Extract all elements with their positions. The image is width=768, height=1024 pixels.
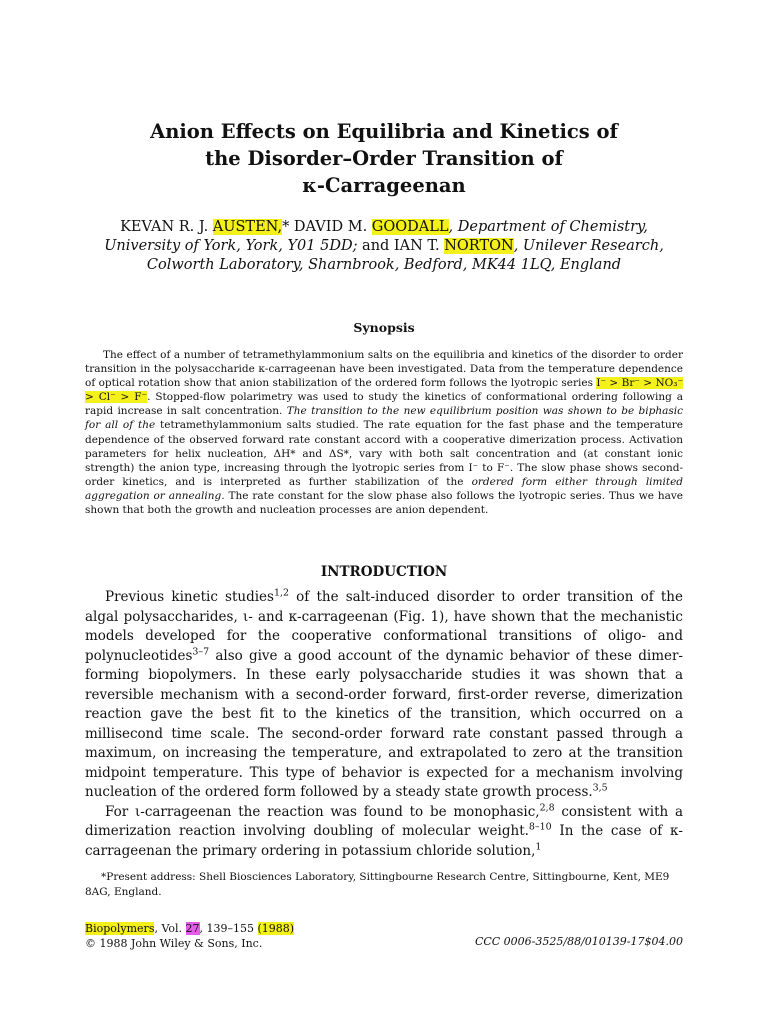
author-2-last-highlight: GOODALL bbox=[371, 219, 449, 235]
intro-paragraph-2 bbox=[85, 803, 683, 862]
title-line-3: κ-Carrageenan bbox=[302, 174, 466, 197]
synopsis-part-3: The transition to the new equilibrium position was shown to be biphasic for all of the bbox=[85, 405, 683, 432]
author-2-first: DAVID M. bbox=[289, 219, 372, 235]
citation-ref: 1 bbox=[535, 841, 542, 852]
affiliation-2: , Unilever Research, Colworth Laboratory, Sharnbrook, Bedford, MK44 1LQ, England bbox=[146, 238, 664, 273]
synopsis-part-5: ordered form either through limited aggregation or annealing. bbox=[85, 475, 684, 502]
author-1-last-highlight: AUSTEN, bbox=[212, 219, 283, 235]
citation-ref: 2,8 bbox=[539, 802, 555, 813]
introduction-text bbox=[85, 588, 683, 861]
intro-p2-c: In the case of κ-carrageenan the primary ordering in potassium chloride solution, bbox=[85, 823, 683, 859]
synopsis-part-4: tetramethylammonium salts studied. The rate equation for the fast phase and the temperature dependence of the observed forward rate constant accord with a cooperative dimerization process. Activation parameters for helix nucleation, ΔH* and ΔS*, vary with both salt concentration and (at constant ionic strength) the anion type, increasing through the lyotropic series from I⁻ to F⁻. The slow phase shows second-order kinetics, and is interpreted as further stabilization of the bbox=[85, 419, 683, 488]
lyotropic-series-highlight: I⁻ > Br⁻ > NO₃⁻ > Cl⁻ > F⁻ bbox=[85, 377, 683, 404]
copyright-line: © 1988 John Wiley & Sons, Inc. bbox=[85, 937, 263, 950]
introduction-heading: INTRODUCTION bbox=[320, 564, 448, 580]
ccc-code: CCC 0006-3525/88/010139-17$04.00 bbox=[474, 935, 683, 948]
affiliation-1: , Department of Chemistry, University of York, York, Y01 5DD; bbox=[104, 219, 648, 254]
intro-p2-a: For ι-carrageenan the reaction was found to be monophasic, bbox=[105, 803, 540, 820]
intro-paragraph-1 bbox=[85, 588, 683, 803]
author-and: and IAN T. bbox=[357, 238, 445, 254]
intro-p1-c: also give a good account of the dynamic behavior of these dimer-forming biopolymers. In these early polysaccharide studies it was shown that a reversible mechanism with a second-order forward, first-order reverse, dimerization reaction gave the best fit to the kinetics of the transition, which occurred on a millisecond time scale. The second-order forward rate constant passed through a maximum, on increasing the temperature, and extrapolated to zero at the transition midpoint temperature. This type of behavior is expected for a mechanism involving nucleation of the ordered form followed by a steady state growth process. bbox=[85, 647, 683, 800]
synopsis-text bbox=[85, 348, 683, 517]
year-highlight: (1988) bbox=[257, 922, 295, 935]
synopsis-heading: Synopsis bbox=[353, 320, 415, 335]
citation-ref: 3–7 bbox=[192, 646, 210, 657]
page-range: , 139–155 bbox=[199, 922, 258, 935]
synopsis-part-6: The rate constant for the slow phase also follows the lyotropic series. Thus we have shown that both the growth and nucleation processes are anion dependent. bbox=[85, 489, 683, 517]
volume-highlight: 27 bbox=[185, 922, 200, 935]
journal-citation bbox=[85, 921, 415, 951]
volume-label: , Vol. bbox=[154, 922, 186, 935]
journal-name-highlight: Biopolymers bbox=[85, 922, 155, 935]
author-1-first: KEVAN R. J. bbox=[120, 219, 213, 235]
citation-ref: 8–10 bbox=[528, 821, 552, 833]
footnote-text: *Present address: Shell Biosciences Laboratory, Sittingbourne Research Centre, Sittingbourne, Kent, ME9 8AG, England. bbox=[85, 871, 670, 898]
citation-ref: 3,5 bbox=[592, 782, 608, 794]
citation-ref: 1,2 bbox=[273, 587, 289, 599]
footnote bbox=[85, 870, 683, 900]
synopsis-part-1: The effect of a number of tetramethylammonium salts on the equilibria and kinetics of the disorder to order transition in the polysaccharide κ-carrageenan have been investigated. Data from the temperature dependence of optical rotation show that anion stabilization of the ordered form follows the lyotropic series bbox=[85, 349, 683, 390]
synopsis-part-2: . Stopped-flow polarimetry was used to study the kinetics of conformational ordering following a rapid increase in salt concentration. bbox=[85, 391, 683, 418]
title-line-1: Anion Effects on Equilibria and Kinetics of bbox=[150, 120, 618, 143]
title-line-2: the Disorder–Order Transition of bbox=[205, 147, 563, 170]
author-3-last-highlight: NORTON bbox=[444, 238, 514, 254]
author-block bbox=[100, 218, 668, 275]
intro-p1-a: Previous kinetic studies bbox=[105, 589, 274, 605]
author-1-mark: * bbox=[282, 219, 290, 235]
article-title bbox=[0, 118, 768, 199]
intro-p2-b: consistent with a dimerization reaction involving doubling of molecular weight. bbox=[85, 803, 683, 839]
intro-p1-b: of the salt-induced disorder to order transition of the algal polysaccharides, ι- and κ-carrageenan (Fig. 1), have shown that the mechanistic models developed for the cooperative conformational transitions of oligo- and polynucleotides bbox=[85, 589, 683, 664]
